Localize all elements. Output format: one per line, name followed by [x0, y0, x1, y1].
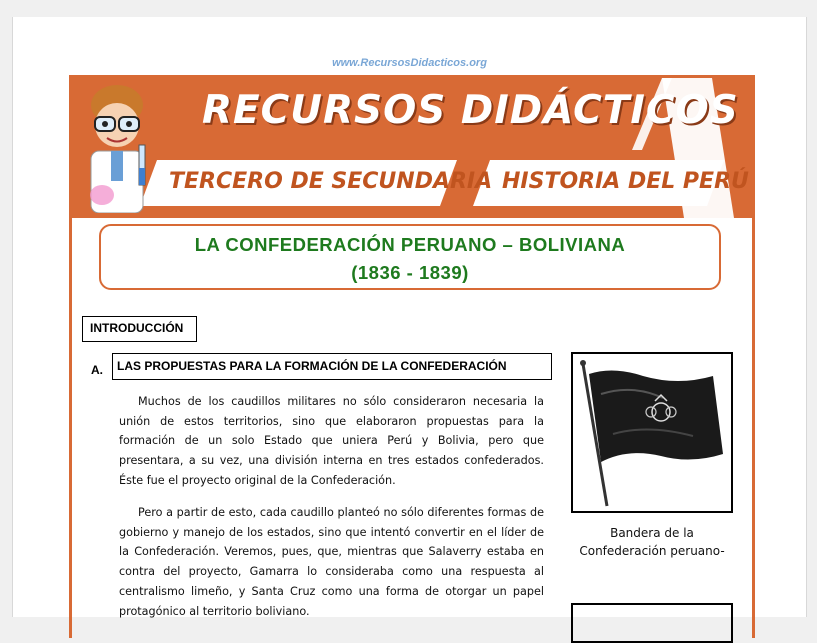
- paragraph-2: Pero a partir de esto, cada caudillo planteó no sólo diferentes formas de gobierno y manejo de los estados, sino que intentó convertir en el líder de la Confederación. Veremos, pues, que, mientras que Salaverry estaba en contra del proyecto, Gamarra lo consideraba como una respuesta al centralismo limeño, y Santa Cruz como una forma de otorgar un papel protagónico al territorio boliviano.: [119, 506, 544, 618]
- lesson-title: LA CONFEDERACIÓN PERUANO – BOLIVIANA: [194, 234, 626, 255]
- lesson-title-box: [99, 224, 721, 290]
- intro-heading: INTRODUCCIÓN: [82, 316, 197, 342]
- second-image-box: [571, 603, 733, 643]
- document-page: [12, 17, 807, 617]
- flag-caption: [567, 524, 737, 560]
- grade-label: TERCERO DE SECUNDARIA: [169, 169, 493, 194]
- lesson-dates: (1836 - 1839): [351, 262, 469, 283]
- section-heading: LAS PROPUESTAS PARA LA FORMACIÓN DE LA CONFEDERACIÓN: [112, 353, 552, 380]
- subject-label: HISTORIA DEL PERÚ: [502, 169, 749, 194]
- scientist-mascot-icon: [77, 83, 162, 213]
- paragraph-1: Muchos de los caudillos militares no sólo consideraron necesaria la unión de estos territorios, sino que elaboraron propuestas para la formación de un solo Estado que uniera Perú y Bolivia, pero que presentara, a su vez, una división interna en tres estados confederados. Éste fue el proyecto original de la Confederación.: [119, 395, 544, 487]
- site-url[interactable]: www.RecursosDidacticos.org: [332, 57, 487, 69]
- worksheet-frame: [69, 75, 755, 638]
- banner-title: RECURSOS DIDÁCTICOS: [202, 88, 739, 133]
- caption-line-2: Confederación peruano-: [579, 544, 725, 558]
- caption-line-1: Bandera de la: [610, 526, 694, 540]
- section-letter: A.: [91, 363, 103, 377]
- flag-image: [571, 352, 733, 513]
